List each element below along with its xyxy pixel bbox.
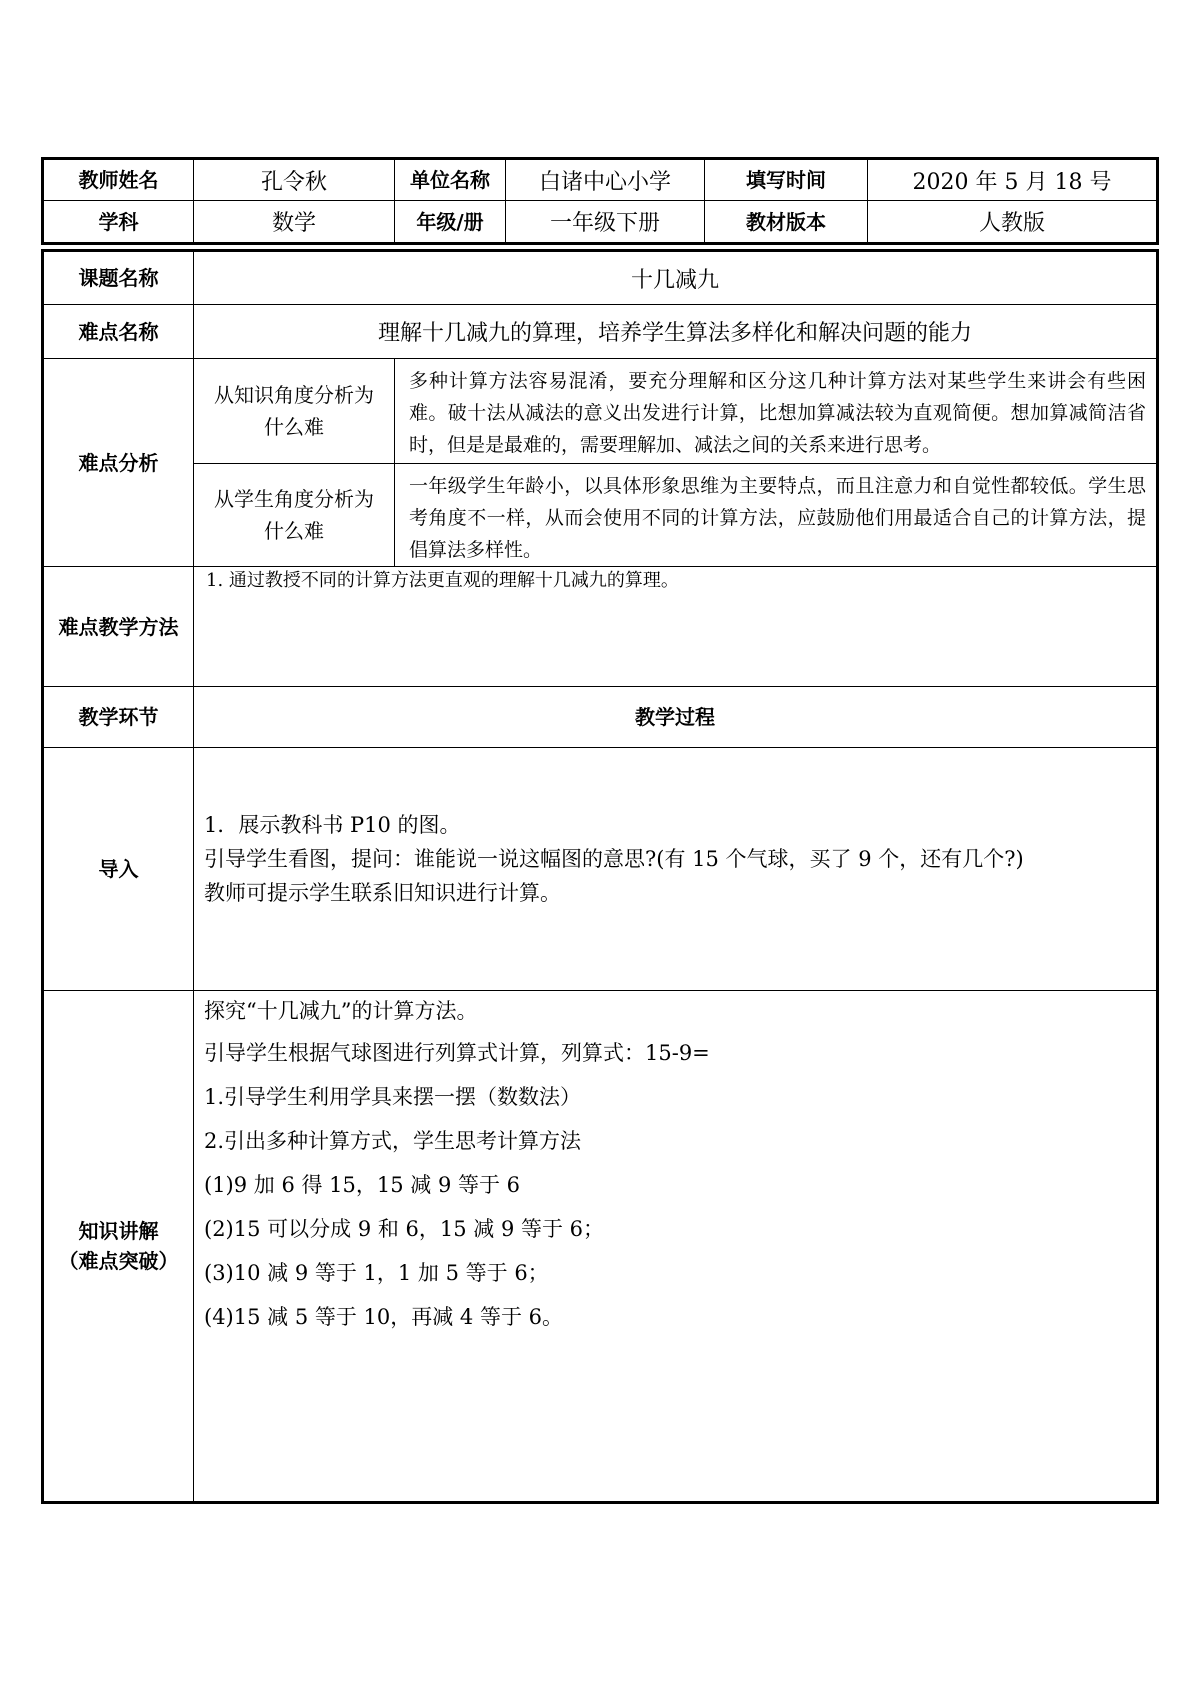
explain-line-4: 2.引出多种计算方式，学生思考计算方法	[204, 1129, 582, 1153]
difficulty-label: 难点名称	[41, 304, 194, 359]
row-topic	[41, 249, 1159, 305]
explain-line-8: (4)15 减 5 等于 10，再减 4 等于 6。	[204, 1305, 563, 1329]
knowledge-angle-text: 多种计算方法容易混淆，要充分理解和区分这几种计算方法对某些学生来讲会有些困难。破十法从减法的意义出发进行计算，比想加算减法较为直观简便。想加算减简洁省时，但是是最难的，需要理解加、减法之间的关系来进行思考。	[394, 358, 1159, 464]
difficulty-value: 理解十几减九的算理，培养学生算法多样化和解决问题的能力	[193, 304, 1159, 359]
teacher-value: 孔令秋	[193, 157, 395, 201]
explain-line-7: (3)10 减 9 等于 1，1 加 5 等于 6；	[204, 1261, 549, 1285]
method-text: 1. 通过教授不同的计算方法更直观的理解十几减九的算理。	[206, 570, 679, 591]
student-angle-label	[193, 463, 395, 567]
intro-label: 导入	[41, 747, 194, 991]
row-difficulty	[41, 304, 1159, 359]
student-angle-label-line1: 从学生角度分析为	[214, 487, 374, 511]
explain-label	[41, 990, 194, 1504]
knowledge-angle-label-line2: 什么难	[264, 415, 324, 439]
student-angle-label-line2: 什么难	[264, 519, 324, 543]
topic-label: 课题名称	[41, 249, 194, 305]
explain-label-line1: 知识讲解	[78, 1219, 159, 1243]
explain-line-6: (2)15 可以分成 9 和 6，15 减 9 等于 6；	[204, 1217, 605, 1241]
topic-value: 十几减九	[193, 249, 1159, 305]
teacher-label: 教师姓名	[41, 157, 194, 201]
row-method	[41, 566, 1159, 687]
stage-header-label: 教学环节	[41, 686, 194, 748]
row-analysis	[41, 358, 1159, 567]
explain-line-3: 1.引导学生利用学具来摆一摆（数数法）	[204, 1085, 582, 1109]
row-process-header	[41, 686, 1159, 748]
method-cell	[193, 566, 1159, 687]
knowledge-angle-label	[193, 358, 395, 464]
process-header-label: 教学过程	[193, 686, 1159, 748]
intro-line-2: 引导学生看图，提问：谁能说一说这幅图的意思?(有 15 个气球，买了 9 个，还有几个?)	[204, 847, 1024, 871]
explain-line-5: (1)9 加 6 得 15，15 减 9 等于 6	[204, 1173, 521, 1197]
grade-value: 一年级下册	[505, 200, 705, 245]
intro-line-3: 教师可提示学生联系旧知识进行计算。	[204, 881, 561, 905]
subject-label: 学科	[41, 200, 194, 245]
grade-label: 年级/册	[394, 200, 506, 245]
row-subject	[41, 200, 1159, 245]
analysis-label: 难点分析	[41, 358, 194, 567]
edition-value: 人教版	[867, 200, 1159, 245]
intro-cell	[193, 747, 1159, 991]
row-teacher	[41, 157, 1159, 201]
date-value: 2020 年 5 月 18 号	[867, 157, 1159, 201]
unit-label: 单位名称	[394, 157, 506, 201]
date-label: 填写时间	[704, 157, 868, 201]
knowledge-angle-label-line1: 从知识角度分析为	[214, 383, 374, 407]
explain-line-2: 引导学生根据气球图进行列算式计算，列算式：15-9=	[204, 1041, 710, 1065]
intro-line-1: 1．展示教科书 P10 的图。	[204, 813, 461, 837]
subject-value: 数学	[193, 200, 395, 245]
explain-line-1: 探究“十几减九”的计算方法。	[204, 999, 478, 1023]
edition-label: 教材版本	[704, 200, 868, 245]
unit-value: 白诸中心小学	[505, 157, 705, 201]
method-label: 难点教学方法	[41, 566, 194, 687]
lesson-plan-table	[41, 157, 1159, 1504]
row-explain	[41, 990, 1159, 1504]
explain-cell	[193, 990, 1159, 1504]
explain-label-line2: （难点突破）	[58, 1249, 179, 1273]
student-angle-text: 一年级学生年龄小，以具体形象思维为主要特点，而且注意力和自觉性都较低。学生思考角度不一样，从而会使用不同的计算方法，应鼓励他们用最适合自己的计算方法，提倡算法多样性。	[394, 463, 1159, 567]
row-intro	[41, 747, 1159, 991]
